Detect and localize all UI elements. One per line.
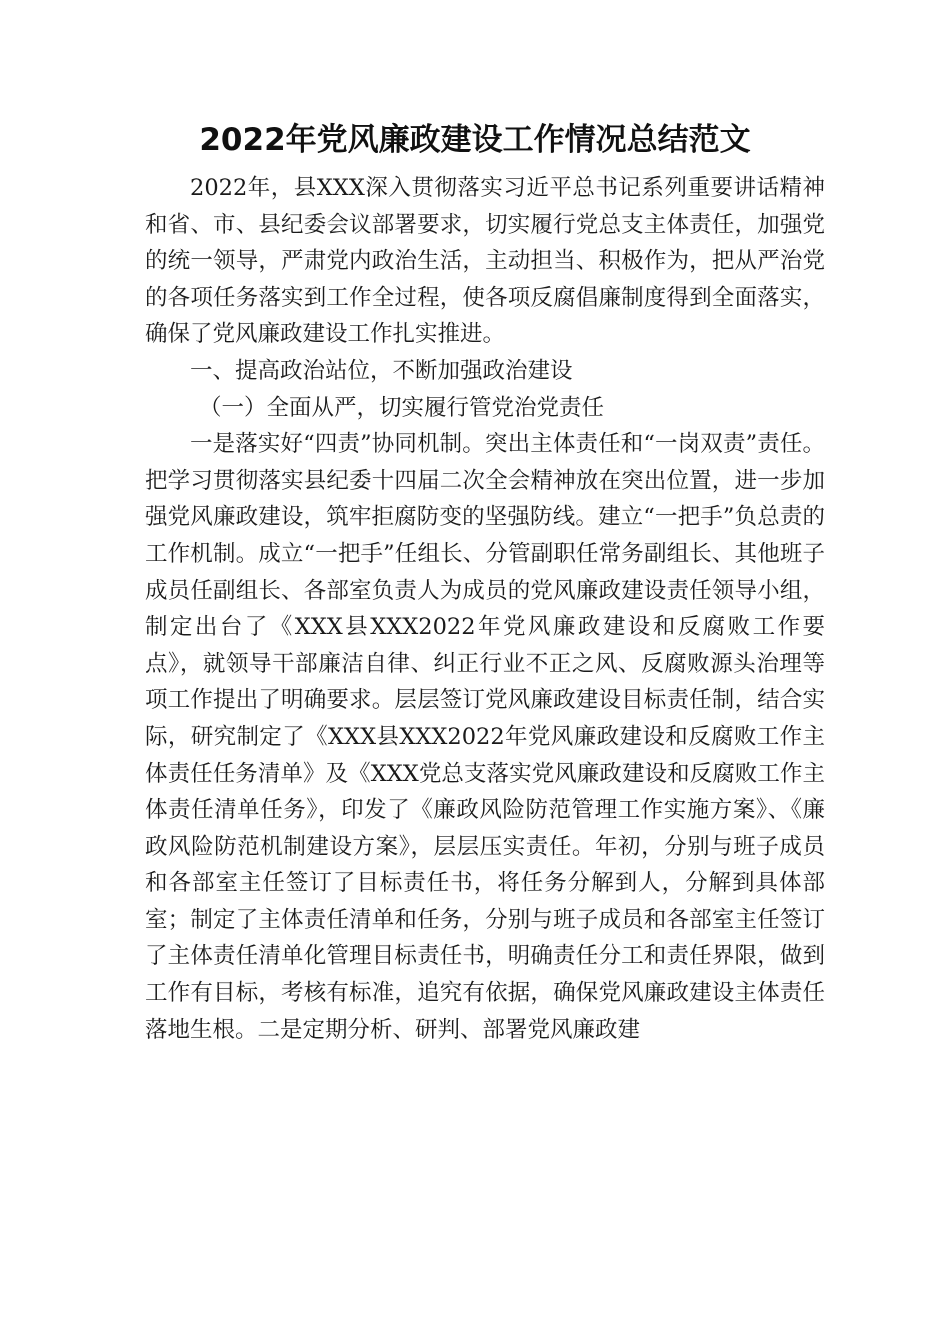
document-title: 2022年党风廉政建设工作情况总结范文 xyxy=(199,122,751,158)
section-heading-1: 一、提高政治站位，不断加强政治建设 xyxy=(190,357,573,384)
paragraph-body-1: 一是落实好“四责”协同机制。突出主体责任和“一岗双责”责任。把学习贯彻落实县纪委十四届二次全会精神放在突出位置，进一步加强党风廉政建设，筑牢拒腐防变的坚强防线。建立“一把手”负总责的工作机制。成立“一把手”任组长、分管副职任常务副组长、其他班子成员任副组长、各部室负责人为成员的党风廉政建设责任领导小组，制定出台了《XXX县XXX2022年党风廉政建设和反腐败工作要点》，就领导干部廉洁自律、纠正行业不正之风、反腐败源头治理等项工作提出了明确要求。层层签订党风廉政建设目标责任制，结合实际，研究制定了《XXX县XXX2022年党风廉政建设和反腐败工作主体责任任务清单》及《XXX党总支落实党风廉政建设和反腐败工作主体责任清单任务》，印发了《廉政风险防范管理工作实施方案》、《廉政风险防范机制建设方案》，层层压实责任。年初，分别与班子成员和各部室主任签订了目标责任书，将任务分解到人，分解到具体部室；制定了主体责任清单和任务，分别与班子成员和各部室主任签订了主体责任清单化管理目标责任书，明确责任分工和责任界限，做到工作有目标，考核有标准，追究有依据，确保党风廉政建设主体责任落地生根。二是定期分析、研判、部署党风廉政建 xyxy=(145,431,825,1043)
subsection-heading-1: （一）全面从严，切实履行管党治党责任 xyxy=(199,394,605,421)
paragraph-intro: 2022年，县XXX深入贯彻落实习近平总书记系列重要讲话精神和省、市、县纪委会议部署要求，切实履行党总支主体责任，加强党的统一领导，严肃党内政治生活，主动担当、积极作为，把从严治党的各项任务落实到工作全过程，使各项反腐倡廉制度得到全面落实，确保了党风廉政建设工作扎实推进。 xyxy=(145,175,825,348)
document-body xyxy=(145,170,825,1048)
